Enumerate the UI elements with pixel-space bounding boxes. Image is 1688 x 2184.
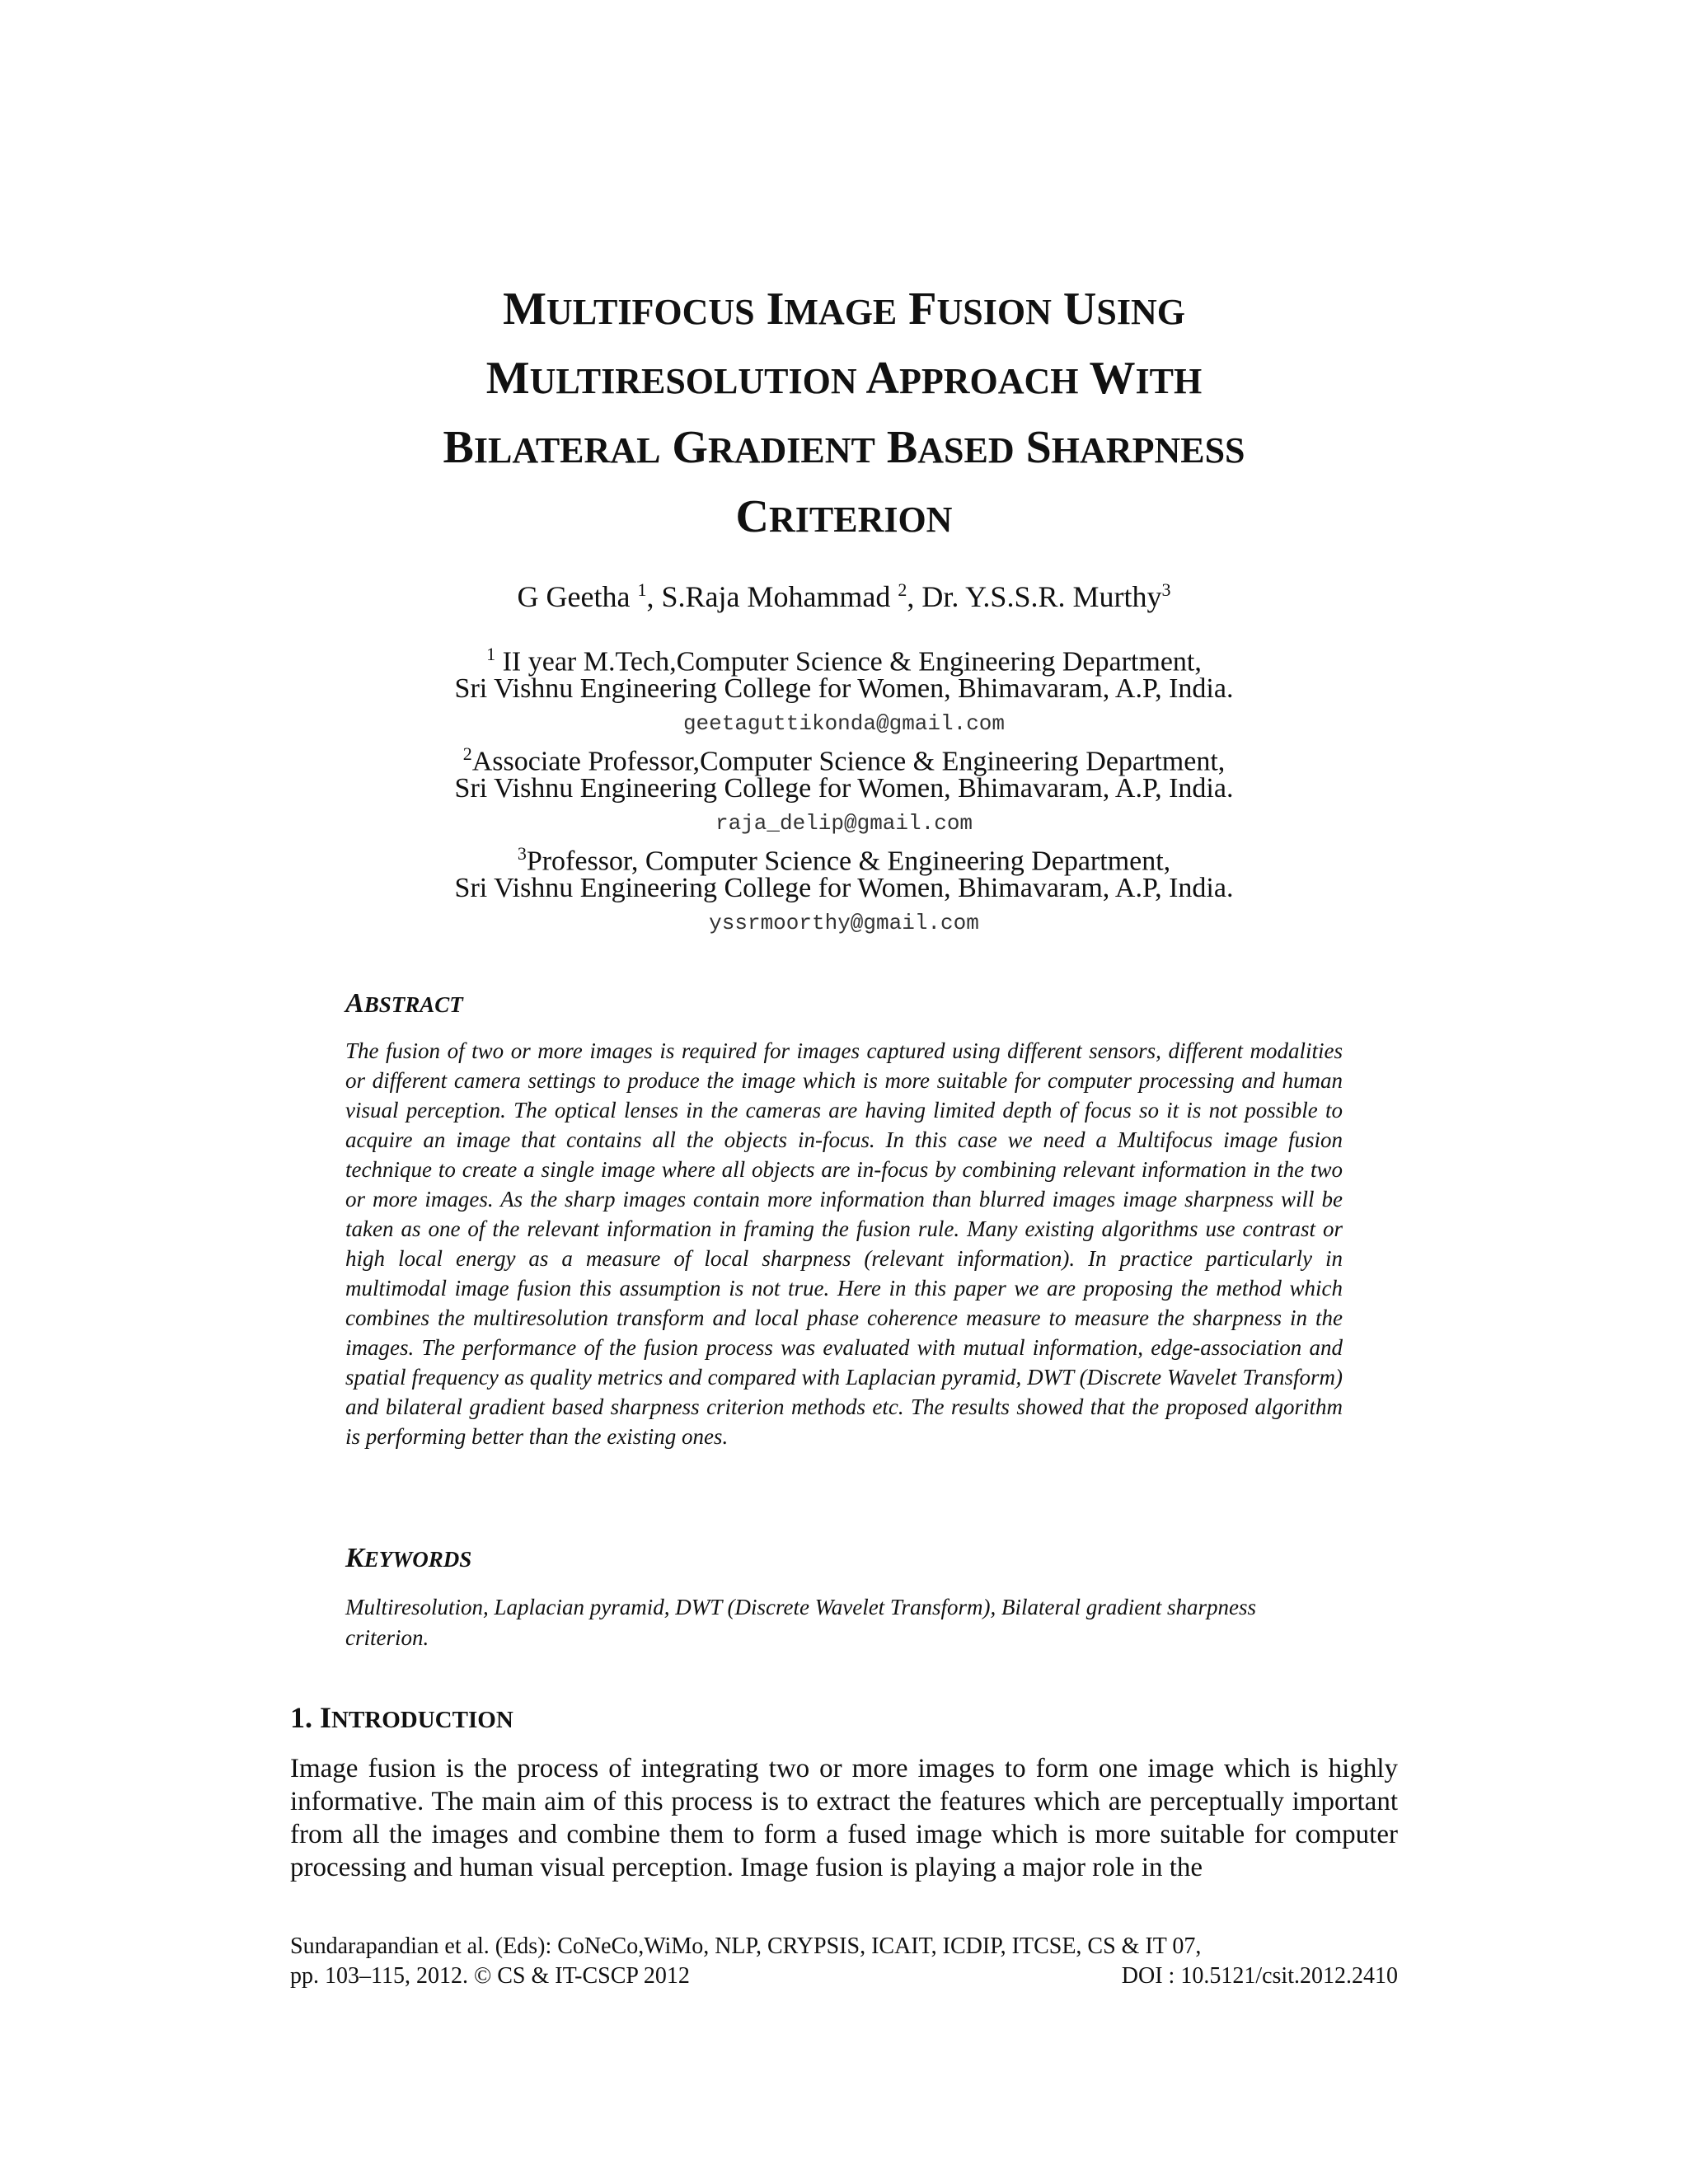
- footer-proceedings: Sundarapandian et al. (Eds): CoNeCo,WiMo, NLP, CRYPSIS, ICAIT, ICDIP, ITCSE, CS & IT 07,: [290, 1933, 1202, 1959]
- title-cap: A: [865, 353, 899, 404]
- abstract-text: The fusion of two or more images is required for images captured using different sensors, different modalities or different camera settings to produce the image which is more suitable for computer processing and human visual perception. The optical lenses in the cameras are having limited depth of focus so it is not possible to acquire an image that contains all the objects in-focus. In this case we need a Multifocus image fusion technique to create a single image where all objects are in-focus by combining relevant information in the two or more images. As the sharp images contain more information than blurred images image sharpness will be taken as one of the relevant information in framing the fusion rule. Many existing algorithms use contrast or high local energy as a measure of local sharpness (relevant information). In practice particularly in multimodal image fusion this assumption is not true. Here in this paper we are proposing the method which combines the multiresolution transform and local phase coherence measure to measure the sharpness in the images. The performance of the fusion process was evaluated with mutual information, edge-association and spatial frequency as quality metrics and compared with Laplacian pyramid, DWT (Discrete Wavelet Transform) and bilateral gradient based sharpness criterion methods etc. The results showed that the proposed algorithm is performing better than the existing ones.: [345, 1038, 1343, 1449]
- title-rest: ULTIFOCUS: [546, 292, 755, 332]
- title-rest: PPROACH: [898, 361, 1079, 401]
- paper-title: [247, 276, 1441, 553]
- title-cap: B: [443, 422, 474, 473]
- title-rest: HARPNESS: [1051, 430, 1245, 471]
- title-rest: ITH: [1135, 361, 1203, 401]
- email-link-2[interactable]: raja_delip@gmail.com: [715, 811, 973, 836]
- title-line: [247, 484, 1441, 553]
- title-cap: M: [485, 353, 530, 404]
- affiliation-superscript: 1: [486, 644, 496, 664]
- heading-rest: EYWORDS: [363, 1547, 472, 1572]
- author-superscript: 1: [637, 579, 647, 600]
- affiliation-text: II year M.Tech,Computer Science & Engineering Department,: [495, 646, 1202, 677]
- title-cap: W: [1089, 353, 1136, 404]
- page-footer: [290, 1932, 1398, 1991]
- author-name: , S.Raja Mohammad: [646, 580, 898, 613]
- title-cap: S: [1025, 422, 1052, 473]
- email-link-3[interactable]: yssrmoorthy@gmail.com: [709, 911, 979, 935]
- title-rest: RADIENT: [707, 430, 875, 471]
- title-cap: C: [735, 491, 769, 542]
- title-line: [247, 415, 1441, 484]
- heading-rest: NTRODUCTION: [331, 1707, 513, 1733]
- title-rest: ASED: [917, 430, 1015, 471]
- author-list: [247, 572, 1441, 615]
- affiliation-3-line-2: Sri Vishnu Engineering College for Women, Bhimavaram, A.P, India.: [454, 873, 1234, 903]
- footer-doi: DOI : 10.5121/csit.2012.2410: [1121, 1963, 1398, 1989]
- title-line: [247, 345, 1441, 415]
- footer-row: [290, 1961, 1398, 1991]
- author-name: , Dr. Y.S.S.R. Murthy: [907, 580, 1162, 613]
- title-rest: ILATERAL: [473, 430, 661, 471]
- affiliation-text: Professor, Computer Science & Engineering Department,: [526, 846, 1171, 877]
- title-rest: ULTIRESOLUTION: [529, 361, 857, 401]
- title-rest: USION: [936, 292, 1052, 332]
- title-rest: RITERION: [768, 499, 953, 540]
- author-superscript: 3: [1161, 579, 1171, 600]
- title-cap: M: [503, 284, 546, 335]
- email-link-1[interactable]: geetaguttikonda@gmail.com: [682, 711, 1006, 736]
- title-rest: MAGE: [784, 292, 898, 332]
- heading-cap: K: [345, 1543, 364, 1573]
- title-cap: U: [1062, 284, 1097, 335]
- introduction-text: Image fusion is the process of integrating two or more images to form one image which is highly informative. The main aim of this process is to extract the features which are perceptually important from all the images and combine them to form a fused image which is more suitable for computer processing and human visual perception. Image fusion is playing a major role in the: [290, 1754, 1398, 1882]
- heading-cap: I: [320, 1701, 332, 1734]
- title-cap: I: [766, 284, 785, 335]
- heading-rest: BSTRACT: [363, 992, 463, 1017]
- affiliation-2-line-2: Sri Vishnu Engineering College for Women, Bhimavaram, A.P, India.: [454, 773, 1234, 804]
- author-name: G Geetha: [517, 580, 638, 613]
- abstract-heading: [345, 987, 463, 1022]
- heading-cap: A: [345, 988, 364, 1019]
- affiliation-1-line-2: Sri Vishnu Engineering College for Women, Bhimavaram, A.P, India.: [454, 673, 1234, 704]
- keywords-heading: [345, 1541, 471, 1577]
- affiliation-superscript: 3: [517, 843, 527, 864]
- footer-pages: pp. 103–115, 2012. © CS & IT-CSCP 2012: [290, 1963, 690, 1989]
- affiliation-superscript: 2: [462, 743, 472, 764]
- title-cap: F: [908, 284, 937, 335]
- title-line: [247, 276, 1441, 345]
- title-cap: B: [886, 422, 918, 473]
- title-cap: G: [672, 422, 708, 473]
- keywords-text: Multiresolution, Laplacian pyramid, DWT (Discrete Wavelet Transform), Bilateral gradient sharpness criterion.: [345, 1595, 1256, 1650]
- introduction-heading: [290, 1699, 513, 1738]
- affiliation-text: Associate Professor,Computer Science & Engineering Department,: [471, 746, 1226, 777]
- author-superscript: 2: [898, 579, 907, 600]
- title-rest: SING: [1096, 292, 1185, 332]
- section-number: 1.: [290, 1701, 320, 1734]
